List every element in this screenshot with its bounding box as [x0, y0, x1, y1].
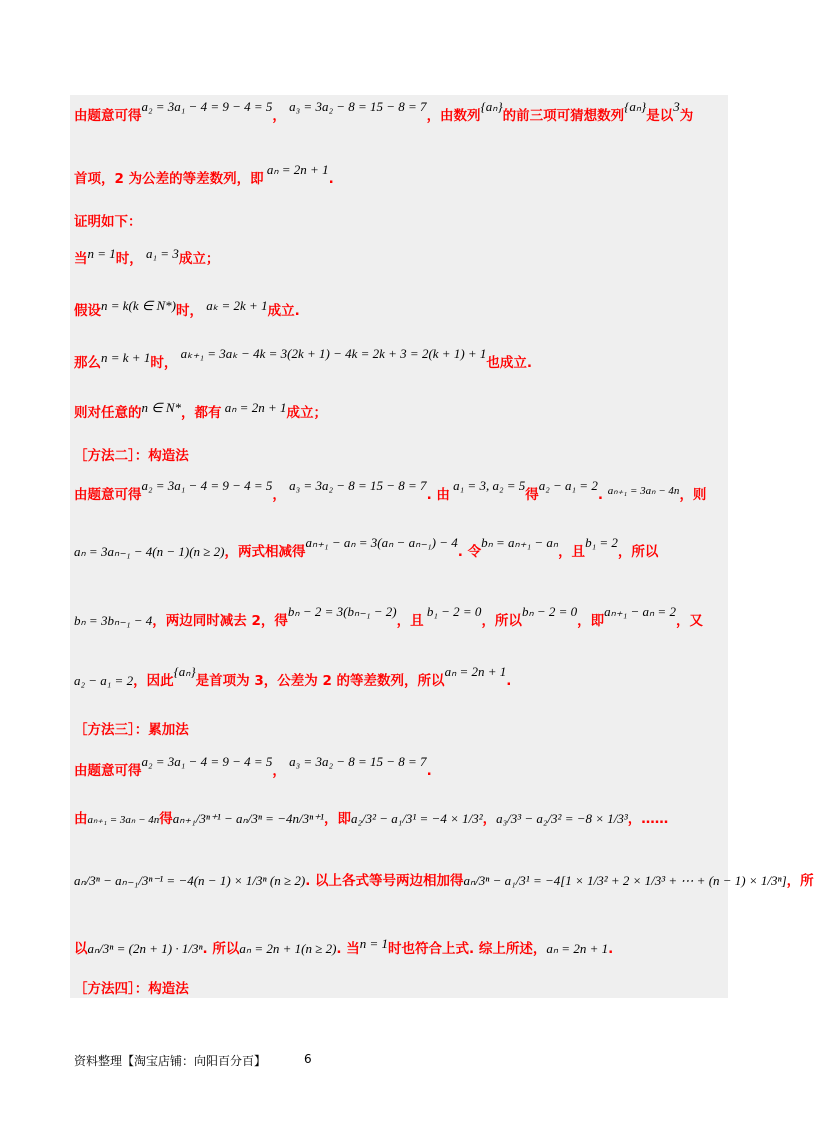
math-formula: bₙ − 2 = 3(bₙ₋₁ − 2): [287, 604, 397, 619]
red-text: ，所: [786, 873, 814, 889]
red-text: 成立.: [267, 303, 300, 319]
math-formula: aₙ = 2n + 1: [263, 162, 329, 177]
math-formula: aₙ₊₁ = 3aₙ − 4n: [607, 485, 680, 497]
math-formula: a₂ − a₁ = 2: [538, 478, 598, 493]
text-line: [74, 447, 189, 464]
math-formula: n = k(k ∈ N*): [101, 298, 176, 313]
math-formula: bₙ = aₙ₊₁ − aₙ: [481, 535, 559, 550]
math-formula: aₙ₊₁ − aₙ = 3(aₙ − aₙ₋₁) − 4: [305, 535, 458, 550]
red-text: ，: [272, 487, 286, 503]
red-text: 以: [74, 941, 88, 957]
red-text: . 令: [457, 544, 482, 560]
math-formula: aₙ/3ⁿ − aₙ₋₁/3ⁿ⁻¹ = −4(n − 1) × 1/3ⁿ (n ≥ 2): [74, 873, 306, 888]
text-line: [74, 936, 614, 957]
math-formula: bₙ − 2 = 0: [521, 604, 578, 619]
red-text: .: [608, 941, 614, 957]
red-text: 时，: [150, 355, 178, 371]
red-text: ，即: [577, 613, 605, 629]
red-text: 由题意可得: [74, 108, 142, 124]
red-text: ，且: [558, 544, 586, 560]
red-text: ，所以: [481, 613, 522, 629]
math-formula: aₙ/3ⁿ − a₁/3¹ = −4[1 × 1/3² + 2 × 1/3³ + ⋯ + (n − 1) × 1/3ⁿ]: [463, 873, 787, 888]
math-formula: a₂/3² − a₁/3¹ = −4 × 1/3²: [350, 811, 483, 826]
red-text: 那么: [74, 355, 101, 371]
red-text: 假设: [74, 303, 101, 319]
text-line: [74, 400, 327, 421]
text-line: [74, 99, 694, 124]
red-text: ，又: [675, 613, 703, 629]
red-text: 是首项为 3，公差为 2 的等差数列，所以: [195, 673, 445, 689]
red-text: .: [597, 487, 608, 503]
math-formula: {aₙ}: [480, 99, 503, 114]
math-formula: aₙ = 2n + 1: [221, 400, 287, 415]
math-formula: a₂ = 3a₁ − 4 = 9 − 4 = 5: [141, 754, 273, 769]
text-line: [74, 246, 220, 267]
text-line: [74, 664, 512, 689]
math-formula: aₙ = 2n + 1: [546, 941, 609, 956]
red-text: ，: [272, 108, 286, 124]
text-line: [74, 535, 659, 560]
red-text: 由题意可得: [74, 763, 142, 779]
red-text: ，则: [679, 487, 707, 503]
math-formula: n = k + 1: [101, 350, 151, 365]
red-text: 成立；: [178, 251, 220, 267]
math-formula: bₙ = 3bₙ₋₁ − 4: [74, 613, 153, 628]
math-formula: {aₙ}: [173, 664, 196, 679]
math-formula: n = 1: [359, 936, 389, 951]
math-formula: aₖ₊₁ = 3aₖ − 4k = 3(2k + 1) − 4k = 2k + 3 = 2(k + 1) + 1: [177, 346, 487, 361]
math-formula: n ∈ N*: [141, 400, 181, 415]
math-formula: b₁ = 2: [585, 535, 618, 550]
math-formula: aₙ₊₁/3ⁿ⁺¹ − aₙ/3ⁿ = −4n/3ⁿ⁺¹: [172, 811, 324, 826]
red-text: ，且: [396, 613, 424, 629]
red-text: ，: [272, 763, 286, 779]
math-formula: a₂ = 3a₁ − 4 = 9 − 4 = 5: [141, 99, 273, 114]
red-text: 的前三项可猜想数列: [502, 108, 625, 124]
math-formula: a₃ = 3a₂ − 8 = 15 − 8 = 7: [285, 754, 427, 769]
red-text: ，因此: [133, 673, 174, 689]
red-text: ［方法二］：构造法: [74, 448, 189, 464]
math-formula: a₂ − a₁ = 2: [74, 673, 134, 688]
red-text: 得: [525, 487, 539, 503]
red-text: 首项，2 为公差的等差数列，即: [74, 171, 264, 187]
text-line: [74, 872, 814, 889]
math-formula: 3: [673, 99, 680, 114]
red-text: 当: [74, 251, 88, 267]
red-text: 成立；: [286, 405, 327, 421]
math-formula: aₖ = 2k + 1: [202, 298, 268, 313]
math-formula: aₙ/3ⁿ = (2n + 1) · 1/3ⁿ: [87, 941, 203, 956]
footer-source: 资料整理【淘宝店铺：向阳百分百】: [74, 1054, 267, 1068]
math-formula: aₙ = 2n + 1(n ≥ 2): [239, 941, 337, 956]
red-text: 由题意可得: [74, 487, 142, 503]
red-text: ，……: [627, 811, 669, 827]
red-text: 时也符合上式. 综上所述，: [388, 941, 547, 957]
text-line: [74, 980, 189, 997]
red-text: ，即: [323, 811, 351, 827]
math-formula: a₃ = 3a₂ − 8 = 15 − 8 = 7: [285, 478, 427, 493]
math-formula: n = 1: [87, 246, 116, 261]
red-text: 得: [159, 811, 173, 827]
math-formula: aₙ₊₁ − aₙ = 2: [604, 604, 676, 619]
red-text: ，所以: [617, 544, 659, 560]
text-line: [74, 213, 142, 230]
red-text: 则对任意的: [74, 405, 142, 421]
red-text: 由: [74, 811, 88, 827]
red-text: .: [506, 673, 512, 689]
text-line: [74, 604, 703, 629]
math-formula: a₁ = 3: [142, 246, 179, 261]
math-formula: aₙ = 2n + 1: [444, 664, 507, 679]
math-formula: a₂ = 3a₁ − 4 = 9 − 4 = 5: [141, 478, 273, 493]
red-text: . 以上各式等号两边相加得: [305, 873, 464, 889]
red-text: ［方法三］：累加法: [74, 722, 189, 738]
red-text: 证明如下：: [74, 214, 142, 230]
text-line: [74, 162, 334, 187]
math-formula: a₃/3³ − a₂/3² = −8 × 1/3³: [496, 811, 628, 826]
red-text: 也成立.: [486, 355, 533, 371]
math-formula: a₃ = 3a₂ − 8 = 15 − 8 = 7: [285, 99, 427, 114]
red-text: . 当: [336, 941, 360, 957]
math-formula: b₁ − 2 = 0: [423, 604, 482, 619]
red-text: .: [328, 171, 334, 187]
text-line: [74, 754, 432, 779]
text-line: [74, 478, 707, 503]
red-text: ，两式相减得: [224, 544, 306, 560]
page-number: 6: [304, 1052, 312, 1066]
text-line: [74, 346, 533, 371]
math-formula: aₙ = 3aₙ₋₁ − 4(n − 1)(n ≥ 2): [74, 544, 225, 559]
red-text: .: [426, 763, 432, 779]
red-text: ，两边同时减去 2，得: [152, 613, 288, 629]
red-text: 时，: [115, 251, 143, 267]
red-text: ［方法四］：构造法: [74, 981, 189, 997]
red-text: 时，: [175, 303, 203, 319]
math-formula: a₁ = 3, a₂ = 5: [449, 478, 526, 493]
red-text: ，: [482, 811, 497, 827]
math-formula: aₙ₊₁ = 3aₙ − 4n: [87, 814, 160, 826]
math-formula: {aₙ}: [624, 99, 647, 114]
red-text: ，由数列: [426, 108, 481, 124]
red-text: . 所以: [202, 941, 240, 957]
text-line: [74, 721, 189, 738]
red-text: 为: [679, 108, 694, 124]
text-line: [74, 810, 668, 827]
text-line: [74, 298, 300, 319]
red-text: ，都有: [181, 405, 222, 421]
red-text: 是以: [646, 108, 674, 124]
red-text: . 由: [426, 487, 450, 503]
